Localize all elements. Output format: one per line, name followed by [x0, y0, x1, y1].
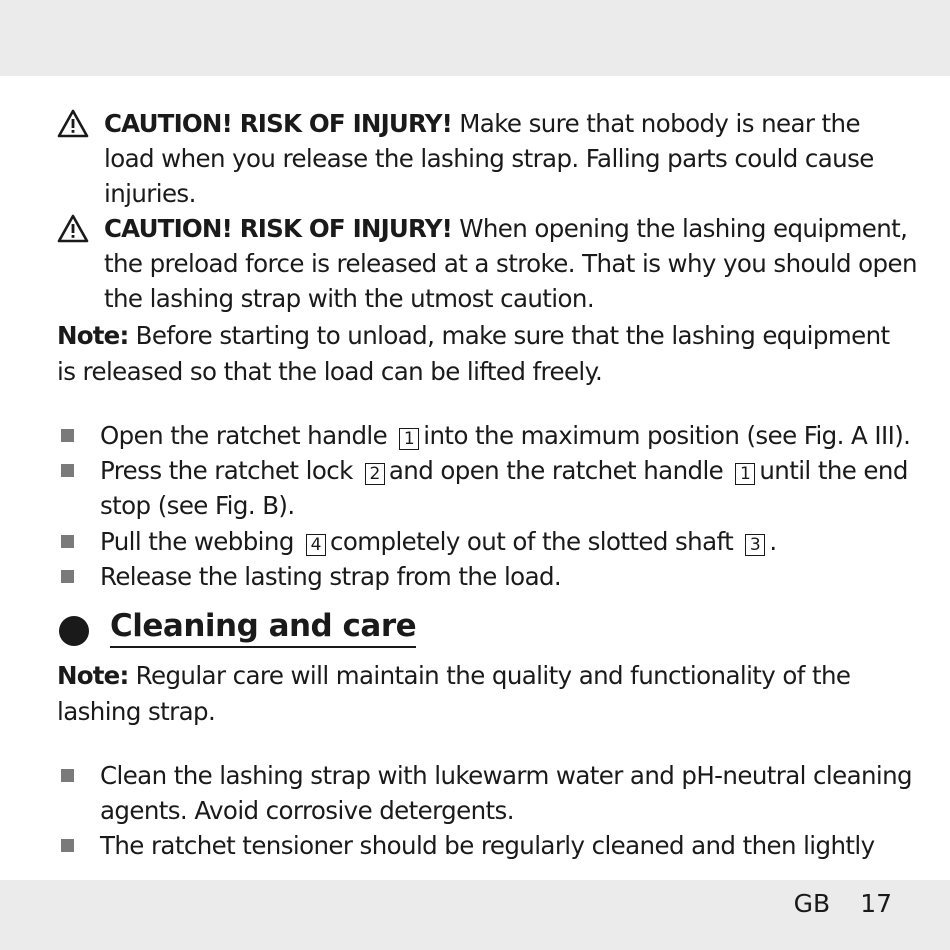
list-item — [61, 524, 921, 559]
care-text: The ratchet tensioner should be regularly cleaned and then lightly — [100, 831, 875, 860]
step-text: . — [769, 527, 777, 556]
square-bullet-icon — [61, 570, 74, 583]
warning-block — [57, 211, 917, 316]
language-code: GB — [793, 889, 831, 918]
warning-text: Make sure that nobody is near the load when you release the lashing strap. Falling parts could cause injuries. — [104, 109, 874, 208]
step-text: completely out of the slotted shaft — [329, 527, 734, 556]
bullet-dot-icon — [59, 616, 89, 646]
warning-block — [57, 106, 917, 211]
reference-number: 2 — [365, 463, 385, 485]
warning-triangle-icon — [57, 109, 89, 139]
warning-triangle-icon — [57, 214, 89, 244]
step-text: Pull the webbing — [100, 527, 294, 556]
list-item — [61, 559, 921, 594]
warning-text: When opening the lashing equipment, the preload force is released at a stroke. That is why you should open the lashing strap with the utmost caution. — [104, 214, 917, 313]
square-bullet-icon — [61, 839, 74, 852]
note-text: Before starting to unload, make sure that the lashing equipment is released so that the load can be lifted freely. — [57, 321, 890, 386]
step-text: and open the ratchet handle — [388, 456, 724, 485]
warning-label: CAUTION! RISK OF INJURY! — [104, 214, 453, 243]
reference-number: 1 — [399, 428, 419, 450]
section-title: Cleaning and care — [110, 608, 416, 648]
list-item — [61, 453, 921, 523]
step-text: until the end stop (see Fig. B). — [100, 456, 908, 520]
note-paragraph — [57, 658, 907, 730]
list-item — [61, 418, 921, 453]
list-item — [61, 758, 921, 828]
note-paragraph — [57, 318, 907, 390]
reference-number: 3 — [745, 534, 765, 556]
note-text: Regular care will maintain the quality and functionality of the lashing strap. — [57, 661, 851, 726]
step-text: into the maximum position (see Fig. A III). — [423, 421, 911, 450]
page-number: 17 — [860, 889, 892, 918]
step-text: Release the lasting strap from the load. — [100, 562, 562, 591]
reference-number: 1 — [735, 463, 755, 485]
page-footer — [764, 886, 892, 922]
square-bullet-icon — [61, 535, 74, 548]
step-text: Press the ratchet lock — [100, 456, 353, 485]
note-label: Note: — [57, 661, 129, 690]
note-label: Note: — [57, 321, 129, 350]
square-bullet-icon — [61, 769, 74, 782]
square-bullet-icon — [61, 429, 74, 442]
reference-number: 4 — [306, 534, 326, 556]
care-text: Clean the lashing strap with lukewarm water and pH-neutral cleaning agents. Avoid corrosive detergents. — [100, 761, 913, 825]
list-item — [61, 828, 921, 863]
warning-label: CAUTION! RISK OF INJURY! — [104, 109, 453, 138]
step-text: Open the ratchet handle — [100, 421, 388, 450]
square-bullet-icon — [61, 464, 74, 477]
